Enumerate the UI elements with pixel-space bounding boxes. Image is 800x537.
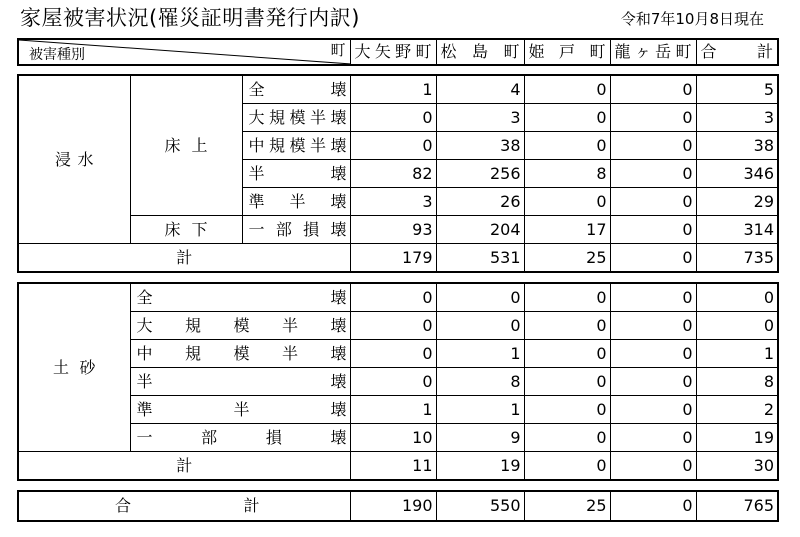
landslide-damage-table bbox=[17, 282, 779, 481]
value-cell: 0 bbox=[524, 424, 610, 452]
value-cell: 1 bbox=[350, 75, 436, 104]
value-cell: 0 bbox=[610, 283, 696, 312]
value-cell: 5 bbox=[696, 75, 778, 104]
value-cell: 38 bbox=[696, 132, 778, 160]
subtotal-label: 計 bbox=[18, 452, 350, 481]
row-label: 半壊 bbox=[130, 368, 350, 396]
value-cell: 3 bbox=[696, 104, 778, 132]
header-table bbox=[17, 38, 779, 66]
value-cell: 0 bbox=[610, 132, 696, 160]
value-cell: 10 bbox=[350, 424, 436, 452]
value-cell: 0 bbox=[524, 104, 610, 132]
value-cell: 0 bbox=[610, 104, 696, 132]
table-row bbox=[18, 216, 778, 244]
subtotal-cell: 11 bbox=[350, 452, 436, 481]
subtotal-cell: 531 bbox=[436, 244, 524, 273]
subtotal-row bbox=[18, 244, 778, 273]
value-cell: 3 bbox=[436, 104, 524, 132]
row-label: 一部損壊 bbox=[242, 216, 350, 244]
row-label: 半壊 bbox=[242, 160, 350, 188]
grand-total-cell: 25 bbox=[524, 491, 610, 521]
grand-total-cell: 550 bbox=[436, 491, 524, 521]
value-cell: 0 bbox=[524, 132, 610, 160]
subtotal-label: 計 bbox=[18, 244, 350, 273]
value-cell: 0 bbox=[524, 188, 610, 216]
floor-above-label: 床上 bbox=[130, 75, 242, 216]
grand-total-row bbox=[18, 491, 778, 521]
subtotal-cell: 735 bbox=[696, 244, 778, 273]
value-cell: 0 bbox=[610, 216, 696, 244]
as-of-date: 令和7年10月8日現在 bbox=[620, 10, 764, 28]
value-cell: 0 bbox=[436, 312, 524, 340]
value-cell: 8 bbox=[696, 368, 778, 396]
row-label: 準半壊 bbox=[242, 188, 350, 216]
value-cell: 0 bbox=[524, 283, 610, 312]
value-cell: 0 bbox=[610, 75, 696, 104]
grand-total-label: 合計 bbox=[18, 491, 350, 521]
diagonal-header-cell bbox=[18, 39, 350, 65]
value-cell: 0 bbox=[696, 283, 778, 312]
row-label: 準半壊 bbox=[130, 396, 350, 424]
value-cell: 204 bbox=[436, 216, 524, 244]
row-label: 中規模半壊 bbox=[130, 340, 350, 368]
value-cell: 82 bbox=[350, 160, 436, 188]
value-cell: 8 bbox=[436, 368, 524, 396]
value-cell: 0 bbox=[524, 396, 610, 424]
subtotal-cell: 30 bbox=[696, 452, 778, 481]
value-cell: 0 bbox=[524, 340, 610, 368]
value-cell: 0 bbox=[436, 283, 524, 312]
subtotal-cell: 25 bbox=[524, 244, 610, 273]
value-cell: 0 bbox=[350, 104, 436, 132]
value-cell: 8 bbox=[524, 160, 610, 188]
value-cell: 2 bbox=[696, 396, 778, 424]
value-cell: 0 bbox=[610, 424, 696, 452]
subtotal-cell: 0 bbox=[610, 244, 696, 273]
town-header-label: 町 bbox=[330, 41, 346, 59]
table-row bbox=[18, 424, 778, 452]
row-label: 一部損壊 bbox=[130, 424, 350, 452]
grand-total-cell: 765 bbox=[696, 491, 778, 521]
flood-label: 浸水 bbox=[18, 75, 130, 244]
value-cell: 38 bbox=[436, 132, 524, 160]
row-label: 中規模半壊 bbox=[242, 132, 350, 160]
row-label: 全壊 bbox=[130, 283, 350, 312]
value-cell: 0 bbox=[350, 368, 436, 396]
subtotal-cell: 179 bbox=[350, 244, 436, 273]
table-row bbox=[18, 396, 778, 424]
page-title: 家屋被害状況(罹災証明書発行内訳) bbox=[20, 6, 360, 30]
value-cell: 9 bbox=[436, 424, 524, 452]
column-header: 松島町 bbox=[436, 39, 524, 65]
value-cell: 1 bbox=[436, 340, 524, 368]
value-cell: 0 bbox=[350, 283, 436, 312]
value-cell: 1 bbox=[696, 340, 778, 368]
value-cell: 3 bbox=[350, 188, 436, 216]
value-cell: 0 bbox=[524, 75, 610, 104]
value-cell: 26 bbox=[436, 188, 524, 216]
landslide-label: 土砂 bbox=[18, 283, 130, 452]
table-row bbox=[18, 312, 778, 340]
value-cell: 1 bbox=[436, 396, 524, 424]
column-header: 合計 bbox=[696, 39, 778, 65]
value-cell: 0 bbox=[696, 312, 778, 340]
column-header: 大矢野町 bbox=[350, 39, 436, 65]
grand-total-cell: 190 bbox=[350, 491, 436, 521]
subtotal-cell: 19 bbox=[436, 452, 524, 481]
value-cell: 256 bbox=[436, 160, 524, 188]
grand-total-table bbox=[17, 490, 779, 522]
value-cell: 0 bbox=[610, 160, 696, 188]
value-cell: 29 bbox=[696, 188, 778, 216]
value-cell: 1 bbox=[350, 396, 436, 424]
value-cell: 4 bbox=[436, 75, 524, 104]
subtotal-cell: 0 bbox=[610, 452, 696, 481]
flood-damage-table bbox=[17, 74, 779, 273]
value-cell: 0 bbox=[350, 312, 436, 340]
value-cell: 0 bbox=[610, 188, 696, 216]
value-cell: 346 bbox=[696, 160, 778, 188]
grand-total-cell: 0 bbox=[610, 491, 696, 521]
row-label: 大規模半壊 bbox=[130, 312, 350, 340]
column-header: 龍ヶ岳町 bbox=[610, 39, 696, 65]
subtotal-cell: 0 bbox=[524, 452, 610, 481]
row-label: 大規模半壊 bbox=[242, 104, 350, 132]
value-cell: 0 bbox=[350, 132, 436, 160]
column-header: 姫戸町 bbox=[524, 39, 610, 65]
row-label: 全壊 bbox=[242, 75, 350, 104]
value-cell: 19 bbox=[696, 424, 778, 452]
value-cell: 17 bbox=[524, 216, 610, 244]
value-cell: 0 bbox=[610, 368, 696, 396]
value-cell: 0 bbox=[610, 340, 696, 368]
value-cell: 0 bbox=[610, 396, 696, 424]
subtotal-row bbox=[18, 452, 778, 481]
value-cell: 314 bbox=[696, 216, 778, 244]
category-header-label: 被害種別 bbox=[29, 47, 85, 63]
table-row bbox=[18, 75, 778, 104]
value-cell: 0 bbox=[610, 312, 696, 340]
value-cell: 0 bbox=[524, 312, 610, 340]
value-cell: 0 bbox=[524, 368, 610, 396]
table-row bbox=[18, 368, 778, 396]
value-cell: 0 bbox=[350, 340, 436, 368]
table-row bbox=[18, 340, 778, 368]
value-cell: 93 bbox=[350, 216, 436, 244]
table-row bbox=[18, 283, 778, 312]
floor-below-label: 床下 bbox=[130, 216, 242, 244]
